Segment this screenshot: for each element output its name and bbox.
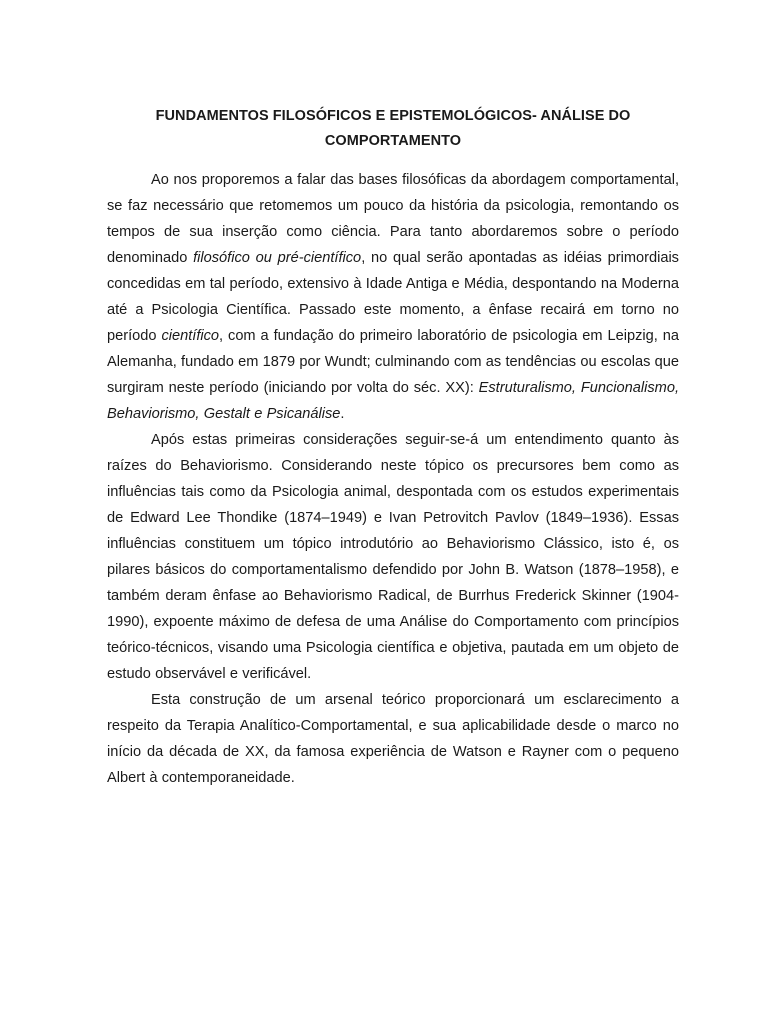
paragraph-1-text-a: Ao nos proporemos a falar das bases filosóficas da abordagem comportamental, se faz necessário que retomemos um pouco da história da psicologia, remontando os tempos de sua inserção como ciência. Para tanto abordaremos sobre o período denominado [107, 172, 679, 266]
document-title-line-2: COMPORTAMENTO [324, 133, 462, 149]
paragraph-3: Esta construção de um arsenal teórico proporcionará um esclarecimento a respeito da Terapia Analítico-Comportamental, e sua aplicabilidade desde o marco no início da década de XX, da famosa experiência de Watson e Rayner com o pequeno Albert à contemporaneidade. [107, 692, 679, 786]
paragraph-2: Após estas primeiras considerações seguir-se-á um entendimento quanto às raízes do Behaviorismo. Considerando neste tópico os precursores bem como as influências tais como da Psicologia animal, despontada com os estudos experimentais de Edward Lee Thondike (1874–1949) e Ivan Petrovitch Pavlov (1849–1936). Essas influências constituem um tópico introdutório ao Behaviorismo Clássico, isto é, os pilares básicos do comportamentalismo defendido por John B. Watson (1878–1958), e também deram ênfase ao Behaviorismo Radical, de Burrhus Frederick Skinner (1904-1990), expoente máximo de defesa de uma Análise do Comportamento com princípios teórico-técnicos, visando uma Psicologia científica e objetiva, pautada em um objeto de estudo observável e verificável. [107, 432, 679, 682]
paragraph-1-text-b: , no qual serão apontadas as idéias primordiais concedidas em tal período, extensivo à Idade Antiga e Média, despontando na Moderna até a Psicologia Científica. Passado este momento, a ênfase recairá em torno no período [107, 250, 679, 344]
paragraph-1-italic-b: científico [161, 328, 220, 344]
paragraph-1-text-d: . [340, 406, 345, 422]
paragraph-1 [107, 167, 679, 427]
document-title-line-1: FUNDAMENTOS FILOSÓFICOS E EPISTEMOLÓGICOS- ANÁLISE DO [155, 108, 631, 124]
paragraph-1-italic-a: filosófico ou pré-científico [193, 250, 362, 266]
paragraph-1-text-c: , com a fundação do primeiro laboratório de psicologia em Leipzig, na Alemanha, fundado em 1879 por Wundt; culminando com as tendências ou escolas que surgiram neste período (iniciando por volta do séc. XX): [107, 328, 679, 396]
paragraph-1-italic-c: Estruturalismo, Funcionalismo, Behaviorismo, Gestalt e Psicanálise [107, 380, 679, 422]
document-body [107, 167, 679, 791]
